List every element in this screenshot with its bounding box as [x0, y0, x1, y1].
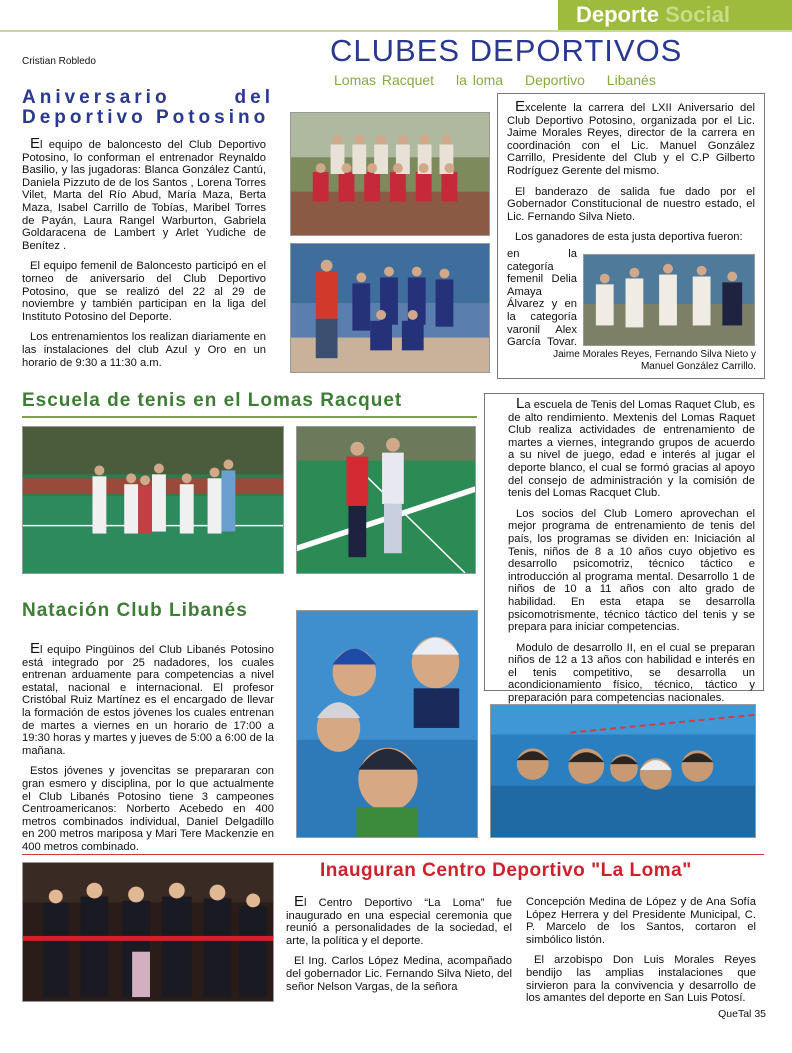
paragraph: Modulo de desarrollo II, en el cual se preparan niños de 12 a 13 años con habilidad e interés en el tenis competitivo, se desarrolla un acondicionamiento físico, técnico, táctico y preparación para competencias nacionales. [508, 641, 755, 705]
tenis-rule [22, 416, 477, 418]
paragraph: La escuela de Tenis del Lomas Raquet Club, es de alto rendimiento. Mextenis del Lomas Raquet Club realiza actividades de entrenamiento de martes a viernes, integrando grupos de acuerdo a su nivel de juego, edad e interés al jugar el deporte blanco, el cual se formó gracias al apoyo del consejo de administración y la comisión de tenis del Lomas Racquet Club. [508, 395, 755, 500]
club-name: Lomas Racquet [334, 72, 435, 88]
club-name: la loma [455, 72, 504, 88]
aniversario-body [22, 135, 266, 377]
paragraph: Los socios del Club Lomero aprovechan el mejor programa de entrenamiento de tenis del país, los programas se dividen en: Iniciación al Tenis, niños de 8 a 10 años cuyo objetivo es desarrollo psicomotriz, técnico táctico e introducción al programa mental. Desarrollo 1 de niños de 10 a 11 años con alto grado de habilidad. En esta etapa se desarrolla psicomotrismente, técnico táctico del tenis y se prepara para iniciar competencias. [508, 507, 755, 634]
paragraph: Estos jóvenes y jovencitas se prepararan con gran esmero y disciplina, por lo que actualmente el Club Libanés Potosino tiene 3 campeones Centroamericanos: Norberto Acebedo en 400 metros combinados individual, Daniel Delgadillo en 200 metros mariposa y Mari Tere Mackenzie en 400 metros combinado. [22, 765, 274, 853]
paragraph: El Centro Deportivo “La Loma” fue inaugurado en una especial ceremonia que reunió a personalidades de la sociedad, el arte, la política y el deporte. [286, 893, 512, 947]
aniversario-heading [22, 88, 274, 128]
page-footer [718, 1008, 766, 1020]
natacion-heading: Natación Club Libanés [22, 600, 248, 621]
paragraph: El equipo de baloncesto del Club Deportivo Potosino, lo conforman el entrenador Reynaldo Basilio, y las jugadoras: Blanca González Cantú, Daniela Pizzuto de de los Santos , Lorena Torres Vilet, Marta del Río Abud, María Maza, Berta Maza, Isabel Carrillo de Tobías, Maribel Torres de Payán, Laura Rangel Warburton, Gabriela Goldaracena de Lambert y Arlet Yudiche de Benítez . [22, 135, 266, 252]
paragraph: El arzobispo Don Luis Morales Reyes bendijo las amplias instalaciones que sirvieron para la convivencia y desarrollo de los amantes del deporte en San Luis Potosí. [526, 954, 756, 1005]
magazine-name: QueTal [718, 1008, 752, 1020]
club-name: Deportivo [524, 72, 585, 88]
race-photo-caption: Jaime Morales Reyes, Fernando Silva Nieto y Manuel González Carrillo. [553, 349, 756, 372]
loma-body-right [526, 896, 756, 1013]
ribbon-cutting-photo [22, 862, 274, 1002]
header-rule [0, 30, 792, 32]
race-body [507, 98, 755, 244]
tennis-players-photo [296, 426, 476, 574]
loma-rule [22, 854, 764, 855]
tenis-heading: Escuela de tenis en el Lomas Racquet [22, 390, 403, 411]
author-name: Cristian Robledo [22, 56, 96, 67]
paragraph: Concepción Medina de López y de Ana Sofía López Herrera y del Presidente Municipal, C. P. Marcelo de los Santos, cortaron el simbólico listón. [526, 896, 756, 946]
section-word-social: Social [665, 2, 730, 27]
swimmers-photo [296, 610, 478, 838]
children-pool-photo [490, 704, 756, 838]
heading-line-2: Deportivo Potosino [22, 107, 270, 128]
paragraph: El Ing. Carlos López Medina, acompañado del gobernador Lic. Fernando Silva Nieto, del señor Nelson Vargas, de la señora [286, 955, 512, 993]
race-officials-photo [583, 254, 755, 346]
paragraph: El equipo Pingüinos del Club Libanés Potosino está integrado por 25 nadadores, los cuales entrenan arduamente para competencias a nivel estatal, nacional e internacional. El profesor Cristóbal Ruiz Martínez es el encargado de llevar la formación de estos jóvenes los cuales entrenan de martes a viernes en un horario de 17:00 a 19:30 horas y martes y jueves de 5:00 a 6:00 de la mañana. [22, 640, 274, 757]
natacion-body [22, 640, 274, 862]
heading-word: del [234, 87, 274, 108]
loma-heading: Inauguran Centro Deportivo "La Loma" [320, 860, 692, 881]
page-number: 35 [754, 1008, 766, 1020]
club-list [334, 72, 672, 88]
paragraph: Los ganadores de esta justa deportiva fueron: [515, 231, 743, 244]
section-word-deporte: Deporte [576, 2, 660, 27]
paragraph: Los entrenamientos los realizan diariamente en las instalaciones del club Azul y Oro en un horario de 9:30 a 11:30 a.m. [22, 331, 266, 369]
heading-line-1 [22, 88, 274, 108]
paragraph: Excelente la carrera del LXII Aniversario del Club Deportivo Potosino, organizada por el Lic. Jaime Morales Reyes, director de la carrera en coordinación con el Lic. Manuel González Carrillo, Presidente del Club y el C.P Gilberto Rodríguez Gerente del mismo. [507, 98, 755, 177]
basketball-team-photo [290, 112, 490, 236]
tennis-group-photo [22, 426, 284, 574]
heading-word: Aniversario [22, 87, 171, 108]
tenis-body [508, 395, 755, 713]
paragraph: El equipo femenil de Baloncesto participó en el torneo de aniversario del Club Deportivo Potosino, que se realizó del 22 al 29 de noviembre y también participan en la liga del Instituto Potosino del Deporte. [22, 260, 266, 323]
paragraph: El banderazo de salida fue dado por el Gobernador Constitucional de nuestro estado, el Lic. Fernando Silva Nieto. [507, 185, 755, 223]
section-tab [558, 0, 792, 30]
club-name: Libanés [606, 72, 656, 88]
page-title: CLUBES DEPORTIVOS [330, 33, 683, 68]
race-winners: en la categoría femenil Delia Amaya Álvarez y en la categoría varonil Alex García Tovar. [507, 248, 577, 349]
basketball-team-photo [290, 243, 490, 373]
loma-body-left [286, 893, 512, 1001]
